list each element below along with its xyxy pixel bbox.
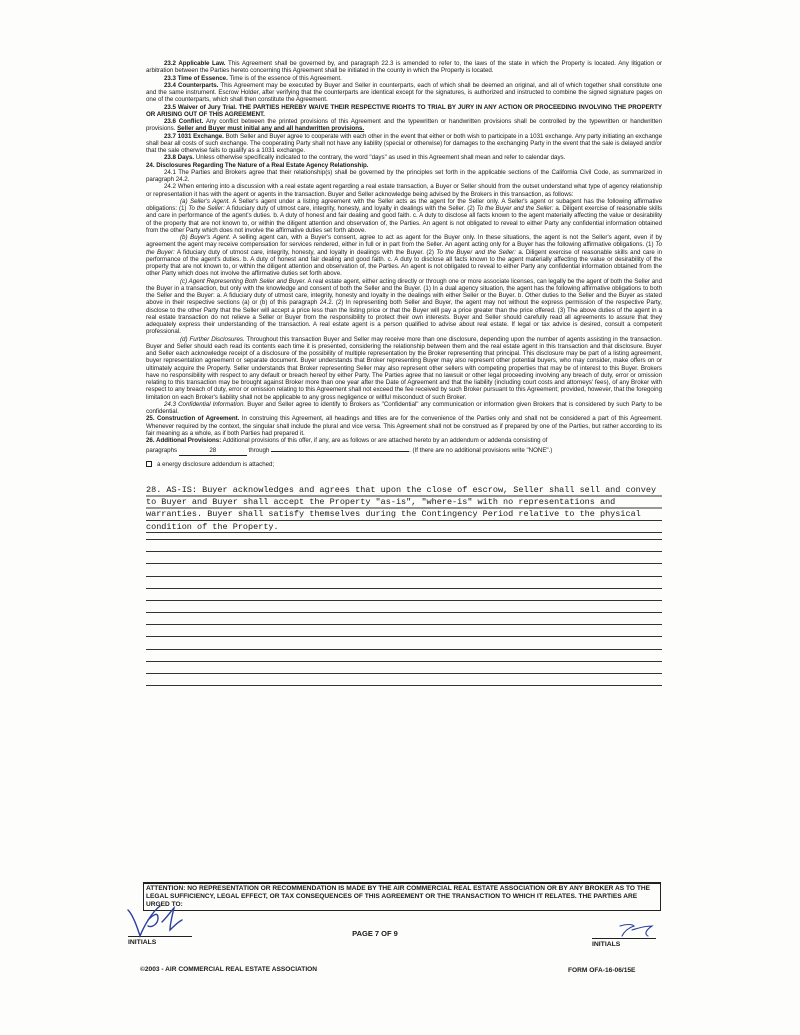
energy-addendum-row [146, 461, 662, 468]
section-23-6 [146, 118, 662, 133]
blank-line[interactable] [146, 612, 662, 613]
section-23-7 [146, 133, 662, 155]
blank-line[interactable] [146, 600, 662, 601]
section-24-1: 24.1 The Parties and Brokers agree that their relationship(s) shall be governed by the principles set forth in the applicable sections of the California Civil Code, as summarized in paragraph 24.2. [146, 168, 662, 183]
section-text: a. Diligent exercise of reasonable skills and care in performance of the agent's duties. b. A duty of honest and fair dealing and good faith. c. A duty to disclose all facts known to the agent materially affecting the value or desirability of the property that are not known to, or within the diligent attention and observation of, the Parties. An agent is not obligated to reveal to either Party any confidential information obtained from the other Party which does not involve the affirmative duties set forth above. [146, 205, 663, 234]
blank-line[interactable] [146, 624, 662, 625]
section-24-2: 24.2 When entering into a discussion with a real estate agent regarding a real estate transaction, a Buyer or Seller should from the outset understand what type of agency relationship or representation it has with the agent or agents in the transaction. Buyer and Seller acknowledge being advised by the Brokers in this transaction, as follows: [146, 183, 662, 198]
section-text: In construing this Agreement, all headings and titles are for the convenience of the Parties only and shall not be considered a part of this Agreement. Whenever required by the context, the singular shall include the plural and vice versa. This Agreement shall not be construed as if prepared by one of the Parties, but rather according to its fair meaning as a whole, as if both Parties had prepared it. [146, 415, 662, 437]
handwritten-initials-left [124, 902, 194, 938]
through-label: through [248, 447, 270, 455]
section-text: This Agreement may be executed by Buyer and Seller in counterparts, each of which shall be deemed an original, and all of which together shall constitute one and the same instrument. Escrow Holder, after verifying that the counterparts are identical except for the signatures, is authorized and instructed to combine the signed signature pages on one of the counterparts, which shall then constitute the Agreement. [146, 81, 663, 104]
copyright-notice: ©2003 - AIR COMMERCIAL REAL ESTATE ASSOCIATION [140, 966, 318, 973]
none-note: . (If there are no additional provisions write "NONE".) [409, 447, 553, 455]
blank-line[interactable] [146, 649, 662, 650]
section-24-2d [146, 336, 662, 401]
blank-line[interactable] [146, 576, 662, 577]
section-text: Both Seller and Buyer agree to cooperate with each other in the event that either or both wish to participate in a 1031 exchange. Any party initiating an exchange shall bear all costs of such exchange. The cooperating Party shall not have any liability (special or otherwise) for damages to the exchanging Party in the event that the sale is delayed and/or that the sale otherwise fails to qualify as a 1031 exchange. [146, 132, 663, 154]
initials-left-block [128, 912, 192, 946]
initials-right-label: INITIALS [592, 941, 621, 948]
section-label: 23.6 Conflict. [164, 118, 204, 125]
paragraph-from-field[interactable]: 28 [179, 447, 247, 455]
section-23-4 [146, 82, 662, 104]
section-text: Unless otherwise specifically indicated to the contrary, the word "days" as used in this Agreement shall mean and refer to calendar days. [195, 154, 566, 162]
section-23-3 [146, 75, 662, 82]
section-label: (a) Seller's Agent. [180, 197, 231, 205]
energy-addendum-checkbox[interactable] [146, 461, 152, 467]
section-italic: To the Seller: [188, 205, 225, 212]
section-italic: To the Buyer and the Seller: [476, 205, 554, 212]
section-text: THE PARTIES HEREBY WAIVE THEIR RESPECTIVE RIGHTS TO TRIAL BY JURY IN ANY ACTION OR PROCEEDING INVOLVING THE PROPERTY OR ARISING OUT OF THIS AGREEMENT. [146, 103, 662, 118]
paragraphs-label: paragraphs [146, 447, 178, 455]
section-text: Throughout this transaction Buyer and Seller may receive more than one disclosure, depending upon the number of agents assisting in the transaction. Buyer and Seller should each read its contents each time it is presented, considering the relationship between them and the real estate agent in this transaction and that disclosure. Buyer and Seller each acknowledge receipt of a disclosure of the possibility of multiple representation by the Broker representing that principal. This disclosure may be part of a listing agreement, buyer representation agreement or separate document. Buyer understands that Broker representing Buyer may also represent other potential buyers, who may consider, make offers on or ultimately acquire the Property. Seller understands that Broker representing Seller may also represent other sellers with competing properties that may be of interest to this Buyer. Brokers have no responsibility with respect to any default or breach hereof by either Party. The Parties agree that no lawsuit or other legal proceeding involving any breach of duty, error or omission relating to this transaction may be brought against Broker more than one year after the Date of Agreement and that the liability (including court costs and attorneys' fees), of any Broker with respect to any breach of duty, error or omission relating to this Agreement shall not exceed the fee received by such Broker pursuant to this Agreement; provided, however, that the foregoing limitation on each Broker's liability shall not be applicable to any gross negligence or willful misconduct of such Broker. [146, 335, 662, 401]
section-label: 26. Additional Provisions: [146, 437, 222, 444]
section-text: This Agreement shall be governed by, and paragraph 22.3 is amended to refer to, the laws of the state in which the Property is located. Any litigation or arbitration between the Parties hereto concerning this Agreement shall be initiated in the county in which the Property is located. [146, 60, 662, 75]
paragraph-to-field[interactable] [271, 451, 409, 452]
section-label: 25. Construction of Agreement. [146, 415, 240, 423]
initials-right-line[interactable] [592, 918, 656, 939]
blank-line[interactable] [146, 551, 662, 552]
section-italic: To the Buyer and the Seller: [436, 248, 516, 256]
section-label: 23.8 Days. [164, 154, 195, 162]
section-24-heading: 24. Disclosures Regarding The Nature of a Real Estate Agency Relationship. [146, 161, 369, 169]
section-text: Buyer and Seller agree to identify to Brokers as "Confidential" any communication or information given Brokers that is considered by such Party to be confidential. [146, 400, 663, 415]
section-24-3 [146, 401, 662, 416]
section-label: 23.4 Counterparts. [164, 81, 219, 89]
form-id: FORM OFA-16-06/15E [568, 967, 636, 974]
section-26-paragraph-range [146, 447, 662, 455]
blank-provision-lines [146, 539, 662, 686]
section-text: A real estate agent, either acting directly or through one or more associate licenses, can legally be the agent of both the Seller and the Buyer in a transaction, but only with the knowledge and consent of both the Seller and the Buyer. (1) In a dual agency situation, the agent has the following affirmative obligations to both the Seller and the Buyer: a. A fiduciary duty of utmost care, integrity, honesty and loyalty in the dealings with either Seller or the Buyer. b. Other duties to the Seller and the Buyer as stated above in their respective sections (a) or (b) of this paragraph 24.2. (2) In representing both Seller and Buyer, the agent may not without the express permission of the respective Party, disclose to the other Party that the Seller will accept a price less than the listing price or that the Buyer will pay a price greater than the price offered. (3) The above duties of the agent in a real estate transaction do not relieve a Seller or Buyer from the responsibility to protect their own interests. Buyer and Seller should carefully read all agreements to assure that they adequately express their understanding of the transaction. A real estate agent is a person qualified to advise about real estate. If legal or tax advice is desired, consult a competent professional. [146, 277, 663, 336]
page-number: PAGE 7 OF 9 [352, 929, 398, 938]
attention-box: ATTENTION: NO REPRESENTATION OR RECOMMENDATION IS MADE BY THE AIR COMMERCIAL REAL ESTATE ASSOCIATION OR BY ANY BROKER AS TO THE LEGAL SUFFICIENCY, LEGAL EFFECT, OR TAX CONSEQUENCES OF THIS AGREEMENT OR THE TRANSACTION TO WHICH IT RELATES. THE PARTIES ARE URGED TO: [143, 882, 661, 911]
section-text: Time is of the essence of this Agreement. [229, 74, 342, 82]
initials-left-label: INITIALS [128, 939, 157, 946]
section-text: a. Diligent exercise of reasonable skills and care in performance of the agent's duties. b. A duty of honest and fair dealing and good faith. c. A duty to disclose all facts known to the agent materially affecting the value or desirability of the property that are not known to, or within the diligent attention and observation of, the Parties. An agent is not obligated to reveal to either Party any confidential information obtained from the other Party which does not involve the affirmative duties set forth above. [146, 248, 663, 278]
section-text: Any conflict between the printed provisions of this Agreement and the typewritten or handwritten provisions shall be controlled by the typewritten or handwritten provisions. [146, 118, 663, 133]
section-label: (c) Agent Representing Both Seller and Buyer. [180, 277, 307, 285]
section-italic: To the Buyer: [146, 241, 663, 256]
section-text: A fiduciary duty of utmost care, integrity, honesty, and loyalty in dealings with the Buyer. (2) [176, 248, 434, 256]
section-label: 24.3 Confidential Information. [164, 400, 246, 408]
blank-line[interactable] [146, 685, 662, 686]
blank-line[interactable] [146, 588, 662, 589]
blank-line[interactable] [146, 563, 662, 564]
section-text: Additional provisions of this offer, if any, are as follows or are attached hereto by an addendum or addenda consisting of [222, 437, 548, 444]
section-24-2a [146, 198, 662, 234]
section-24-2b [146, 234, 662, 278]
section-text: A Seller's agent under a listing agreement with the Seller acts as the agent for the Seller only. A Seller's agent or subagent has the following affirmative obligations: (1) [146, 197, 662, 212]
section-label: 23.2 Applicable Law. [164, 60, 226, 67]
handwritten-initials-right [614, 920, 664, 940]
blank-line[interactable] [146, 661, 662, 662]
section-underlined-text: Seller and Buyer must initial any and all handwritten provisions. [177, 125, 365, 133]
blank-line[interactable] [146, 539, 662, 540]
section-23-5 [146, 104, 662, 119]
addendum-text: 28. AS-IS: Buyer acknowledges and agrees that upon the close of escrow, Seller shall sell and convey to Buyer and Buyer shall accept the Property "as-is", "where-is" with no representations and warranties. Buyer shall satisfy themselves during the Contingency Period relative to the physical condition of the Property. [146, 484, 662, 533]
section-25 [146, 415, 662, 437]
section-text: A fiduciary duty of utmost care, integrity, honesty, and loyalty in dealings with the Seller. (2) [226, 205, 475, 212]
blank-line[interactable] [146, 636, 662, 637]
section-label: 23.7 1031 Exchange. [164, 132, 224, 140]
energy-addendum-label: a energy disclosure addendum is attached; [157, 460, 275, 468]
section-23-2 [146, 60, 662, 75]
section-23-8 [146, 154, 662, 161]
section-label: (b) Buyer's Agent. [180, 234, 231, 241]
blank-line[interactable] [146, 673, 662, 674]
section-label: (d) Further Disclosures. [180, 335, 245, 343]
initials-left-line[interactable] [128, 912, 192, 937]
additional-provisions [146, 484, 662, 686]
section-24-2c [146, 278, 662, 336]
section-text: A selling agent can, with a Buyer's consent, agree to act as agent for the Buyer only. In these situations, the agent is not the Seller's agent, even if by agreement the agent may receive compensation for services rendered, either in full or in part from the Seller. An agent acting only for a Buyer has the following affirmative obligations. (1) [146, 234, 662, 249]
section-label: 23.3 Time of Essence. [164, 74, 228, 82]
section-label: 23.5 Waiver of Jury Trial. [164, 103, 237, 111]
agreement-body [146, 60, 662, 468]
section-26 [146, 437, 662, 444]
initials-right-block [592, 918, 656, 948]
